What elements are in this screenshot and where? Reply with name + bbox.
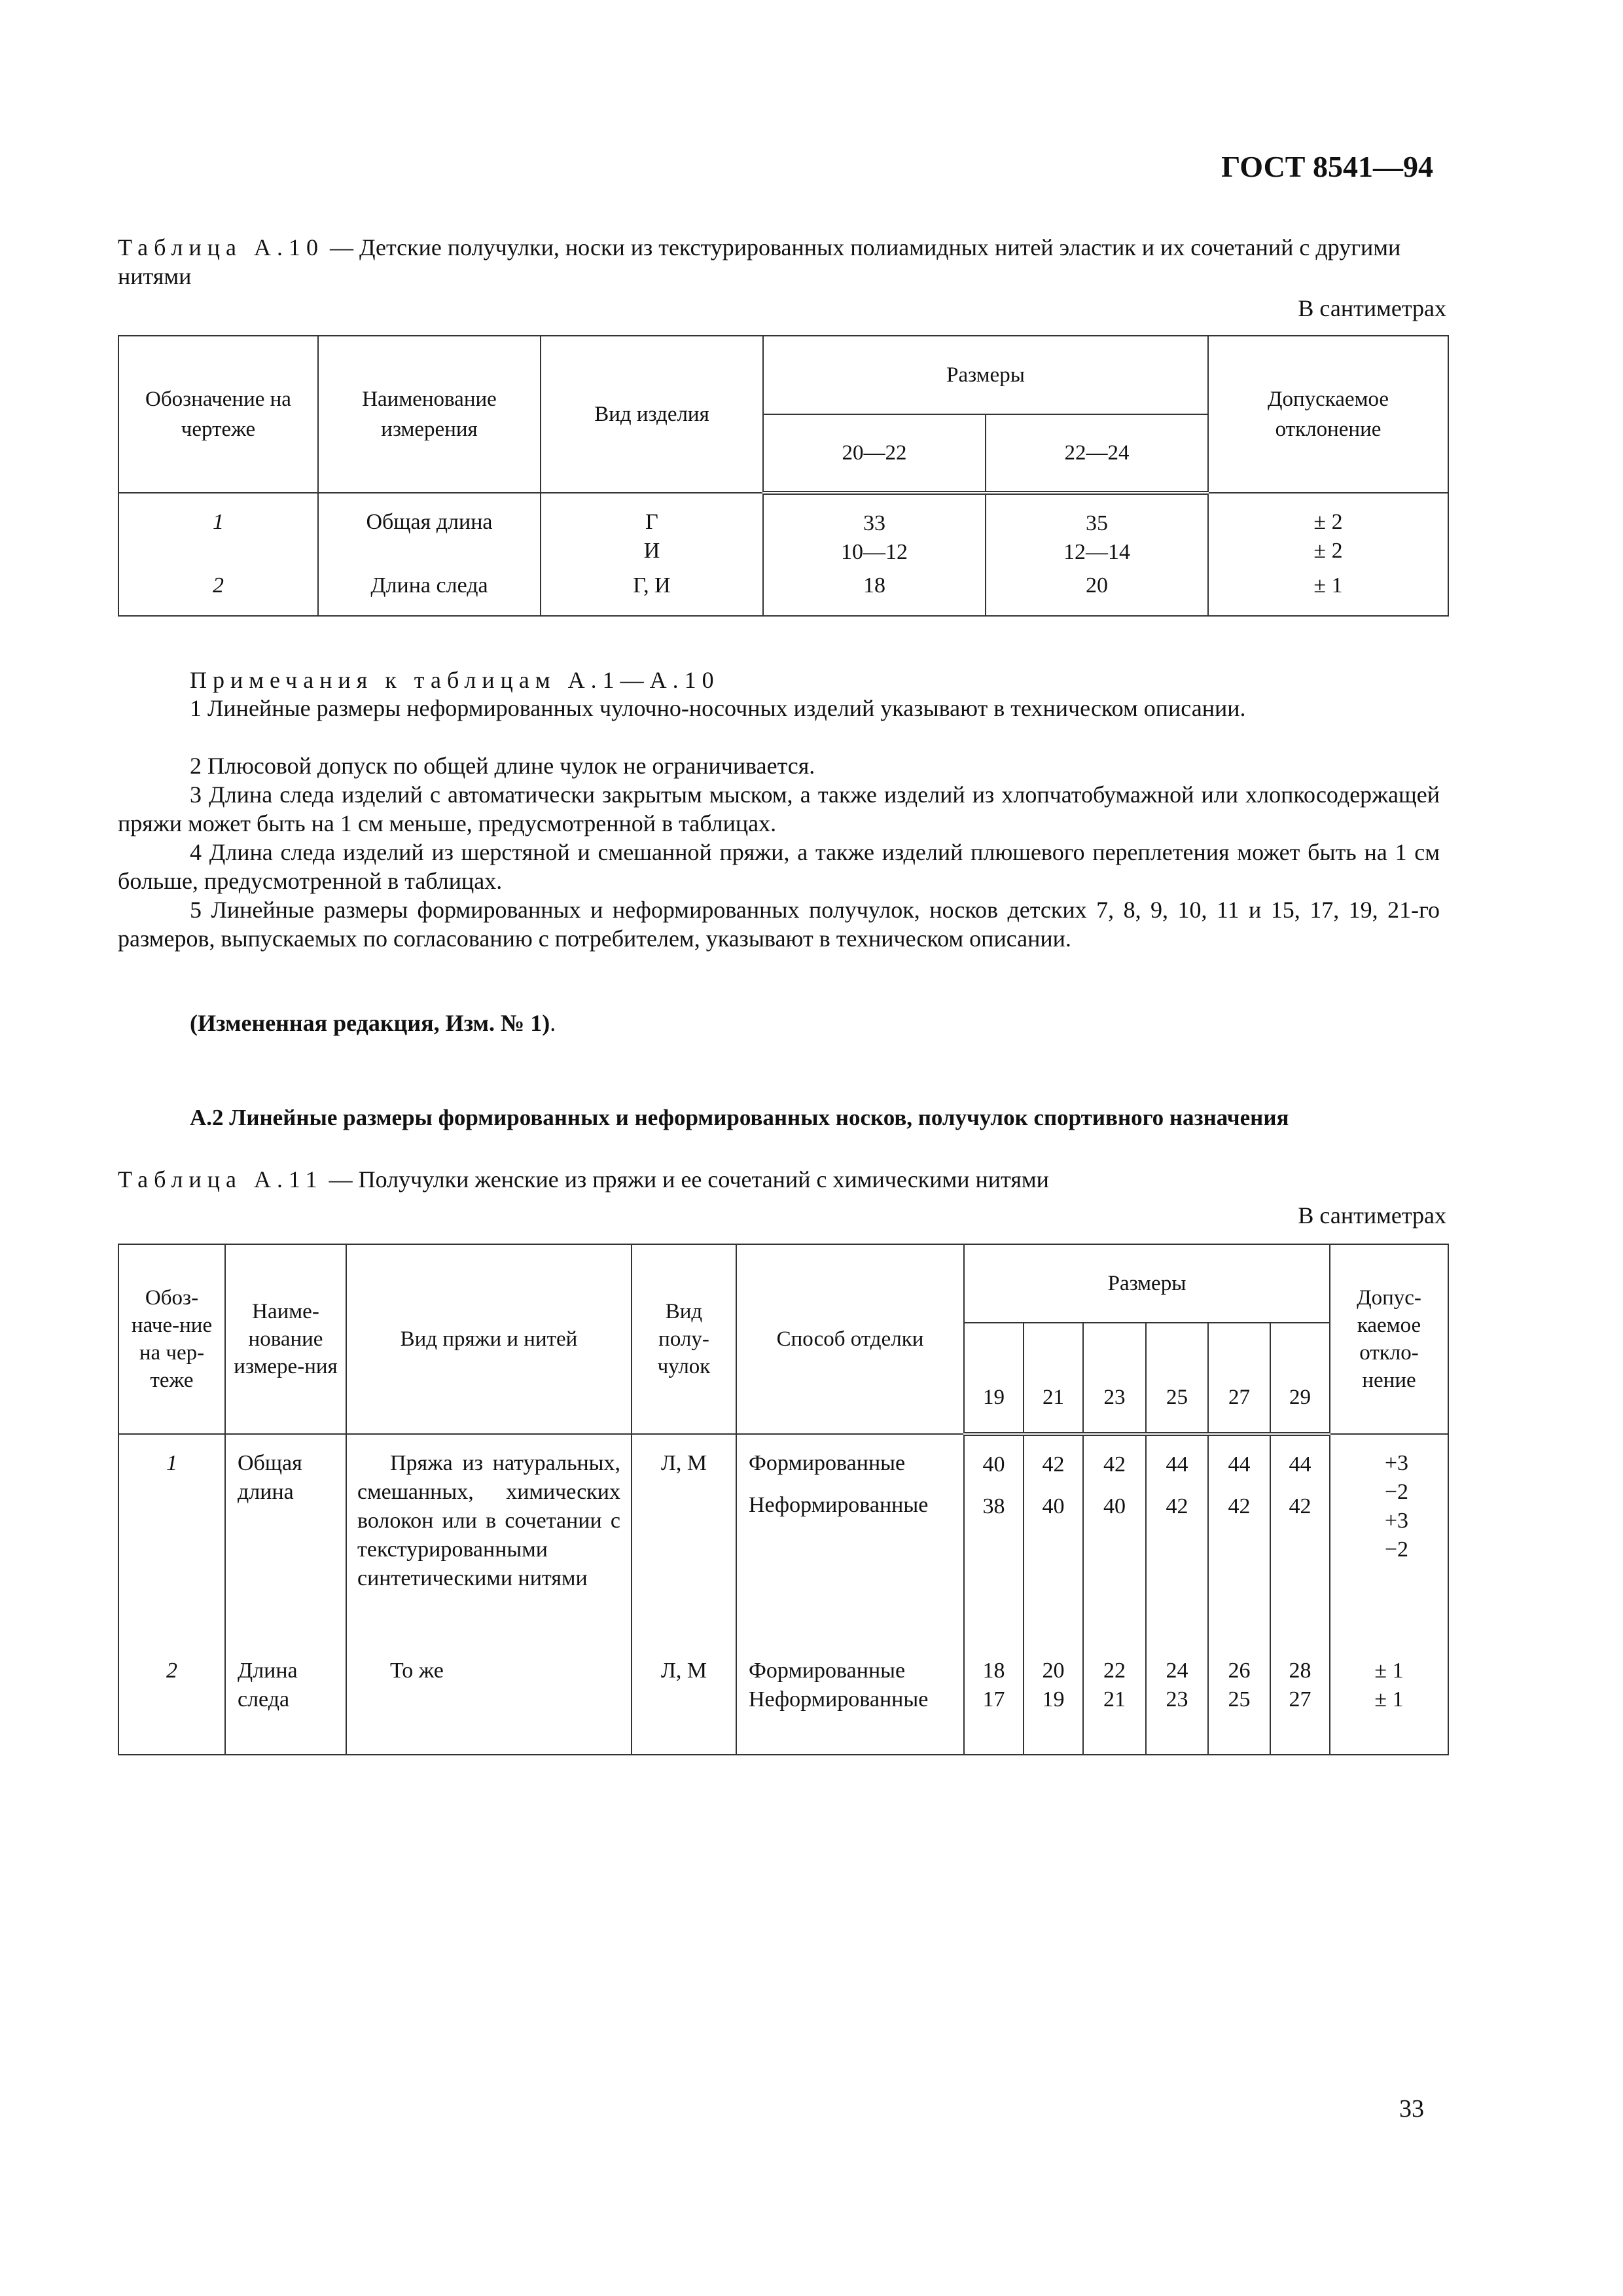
table-row [118, 1434, 1448, 1657]
row-measurement: Длина следа [318, 571, 541, 616]
value: 40 [982, 1452, 1005, 1477]
row-designation: 1 [118, 1434, 225, 1657]
value: 12—14 [1063, 540, 1130, 564]
value: 19 [1042, 1687, 1065, 1712]
tolerance-plus: +3 [1384, 1451, 1408, 1475]
value: 42 [1042, 1452, 1065, 1477]
table-a11-title: — Получулки женские из пряжи и ее сочетаний с химическими нитями [323, 1166, 1049, 1193]
value: 42 [1103, 1452, 1126, 1477]
amendment-text: (Измененная редакция, Изм. № 1) [190, 1010, 550, 1036]
col-size-25: 25 [1146, 1323, 1208, 1434]
value: 26 [1228, 1659, 1251, 1683]
col-sizes: Размеры [763, 336, 1208, 414]
row-kind: Л, М [632, 1434, 736, 1657]
table-a11-units: В сантиметрах [1298, 1202, 1446, 1229]
note-5: 5 Линейные размеры формированных и неформированных получулок, носков детских 7, 8, 9, 10, 11 и 15, 17, 19, 21-го размеров, выпускаемых по согласованию с потребителем, указывают в техническом описании. [118, 897, 1440, 952]
value: 42 [1289, 1494, 1311, 1518]
col-product-type: Вид изделия [541, 336, 763, 493]
table-a10-units: В сантиметрах [1298, 295, 1446, 321]
value: 44 [1166, 1452, 1188, 1477]
value: 27 [1289, 1687, 1311, 1712]
col-tolerance: Допускаемое отклонение [1208, 336, 1448, 493]
table-a11-label: Таблица А.11 [118, 1166, 323, 1193]
tolerance-plus: +3 [1384, 1509, 1408, 1533]
value: 24 [1166, 1659, 1188, 1683]
col-size-23: 23 [1083, 1323, 1146, 1434]
value: 38 [982, 1494, 1005, 1518]
value: 20 [986, 571, 1208, 616]
tolerance-minus: −2 [1384, 1480, 1408, 1504]
row-designation: 1 [118, 493, 318, 571]
col-measurement: Наиме-нование измере-ния [225, 1244, 346, 1434]
note-2: 2 Плюсовой допуск по общей длине чулок не ограничивается. [190, 753, 815, 779]
col-size-22-24: 22—24 [986, 414, 1208, 493]
col-size-29: 29 [1270, 1323, 1330, 1434]
type-g: Г [645, 510, 658, 534]
notes-title: Примечания к таблицам А.1—А.10 [190, 667, 720, 693]
row-designation: 2 [118, 1657, 225, 1755]
col-size-20-22: 20—22 [763, 414, 986, 493]
value: 17 [982, 1687, 1005, 1712]
value: 18 [982, 1659, 1005, 1683]
row-measurement: Общая длина [225, 1434, 346, 1657]
col-tolerance: Допус-каемое откло-нение [1330, 1244, 1448, 1434]
value: 44 [1289, 1452, 1311, 1477]
tolerance: ± 2 [1313, 510, 1343, 534]
amendment-note [190, 1009, 556, 1037]
table-a11-caption [118, 1165, 1440, 1194]
col-size-27: 27 [1208, 1323, 1270, 1434]
note-3: 3 Длина следа изделий с автоматически закрытым мыском, а также изделий из хлопчатобумажной или хлопкосодержащей пряжи может быть на 1 см меньше, предусмотренной в таблицах. [118, 781, 1440, 836]
table-a10-caption [118, 233, 1440, 291]
value: 10—12 [841, 540, 908, 564]
col-size-21: 21 [1024, 1323, 1083, 1434]
value: 28 [1289, 1659, 1311, 1683]
finish-unformed: Неформированные [749, 1687, 929, 1712]
value: 42 [1228, 1494, 1251, 1518]
col-sizes: Размеры [964, 1244, 1330, 1323]
row-yarn: То же [346, 1657, 632, 1755]
tolerance: ± 1 [1374, 1659, 1404, 1683]
col-kind: Вид полу-чулок [632, 1244, 736, 1434]
value: 23 [1166, 1687, 1188, 1712]
col-measurement: Наименование измерения [318, 336, 541, 493]
type-i: И [643, 539, 660, 563]
table-a11 [118, 1244, 1449, 1755]
table-row [118, 571, 1448, 616]
table-a10 [118, 335, 1449, 617]
page-number: 33 [1399, 2095, 1424, 2123]
value: 18 [763, 571, 986, 616]
section-a2-title: А.2 Линейные размеры формированных и неформированных носков, получулок спортивного назначения [190, 1105, 1289, 1130]
row-yarn: Пряжа из натуральных, смешанных, химических волокон или в сочетании с текстурированными синтетическими нитями [346, 1434, 632, 1657]
tolerance: ± 1 [1374, 1687, 1404, 1712]
value: 40 [1103, 1494, 1126, 1518]
finish-unformed: Неформированные [749, 1493, 929, 1517]
row-type: Г, И [541, 571, 763, 616]
table-a10-label: Таблица А.10 [118, 234, 324, 260]
row-designation: 2 [118, 571, 318, 616]
table-a10-title: — Детские получулки, носки из текстурированных полиамидных нитей эластик и их сочетаний с другими нитями [118, 234, 1401, 289]
finish-formed: Формированные [749, 1451, 906, 1475]
col-finish: Способ отделки [736, 1244, 964, 1434]
row-measurement: Длина следа [225, 1657, 346, 1755]
col-designation: Обоз-наче-ние на чер-теже [118, 1244, 225, 1434]
note-4: 4 Длина следа изделий из шерстяной и смешанной пряжи, а также изделий плюшевого переплетения может быть на 1 см больше, предусмотренной в таблицах. [118, 839, 1440, 894]
col-size-19: 19 [964, 1323, 1024, 1434]
note-1: 1 Линейные размеры неформированных чулочно-носочных изделий указывают в техническом описании. [190, 695, 1246, 721]
table-row [118, 493, 1448, 571]
amendment-period: . [550, 1010, 556, 1036]
col-yarn: Вид пряжи и нитей [346, 1244, 632, 1434]
value: 21 [1103, 1687, 1126, 1712]
value: 25 [1228, 1687, 1251, 1712]
value: 20 [1042, 1659, 1065, 1683]
value: 35 [1086, 511, 1108, 535]
col-designation: Обозначение на чертеже [118, 336, 318, 493]
row-measurement: Общая длина [318, 493, 541, 571]
value: 42 [1166, 1494, 1188, 1518]
value: 22 [1103, 1659, 1126, 1683]
row-kind: Л, М [632, 1657, 736, 1755]
table-row [118, 1657, 1448, 1755]
value: 40 [1042, 1494, 1065, 1518]
tolerance: ± 1 [1208, 571, 1448, 616]
finish-formed: Формированные [749, 1659, 906, 1683]
tolerance: ± 2 [1313, 539, 1343, 563]
standard-number: ГОСТ 8541—94 [1221, 150, 1433, 183]
tolerance-minus: −2 [1384, 1537, 1408, 1562]
value: 33 [863, 511, 885, 535]
value: 44 [1228, 1452, 1251, 1477]
